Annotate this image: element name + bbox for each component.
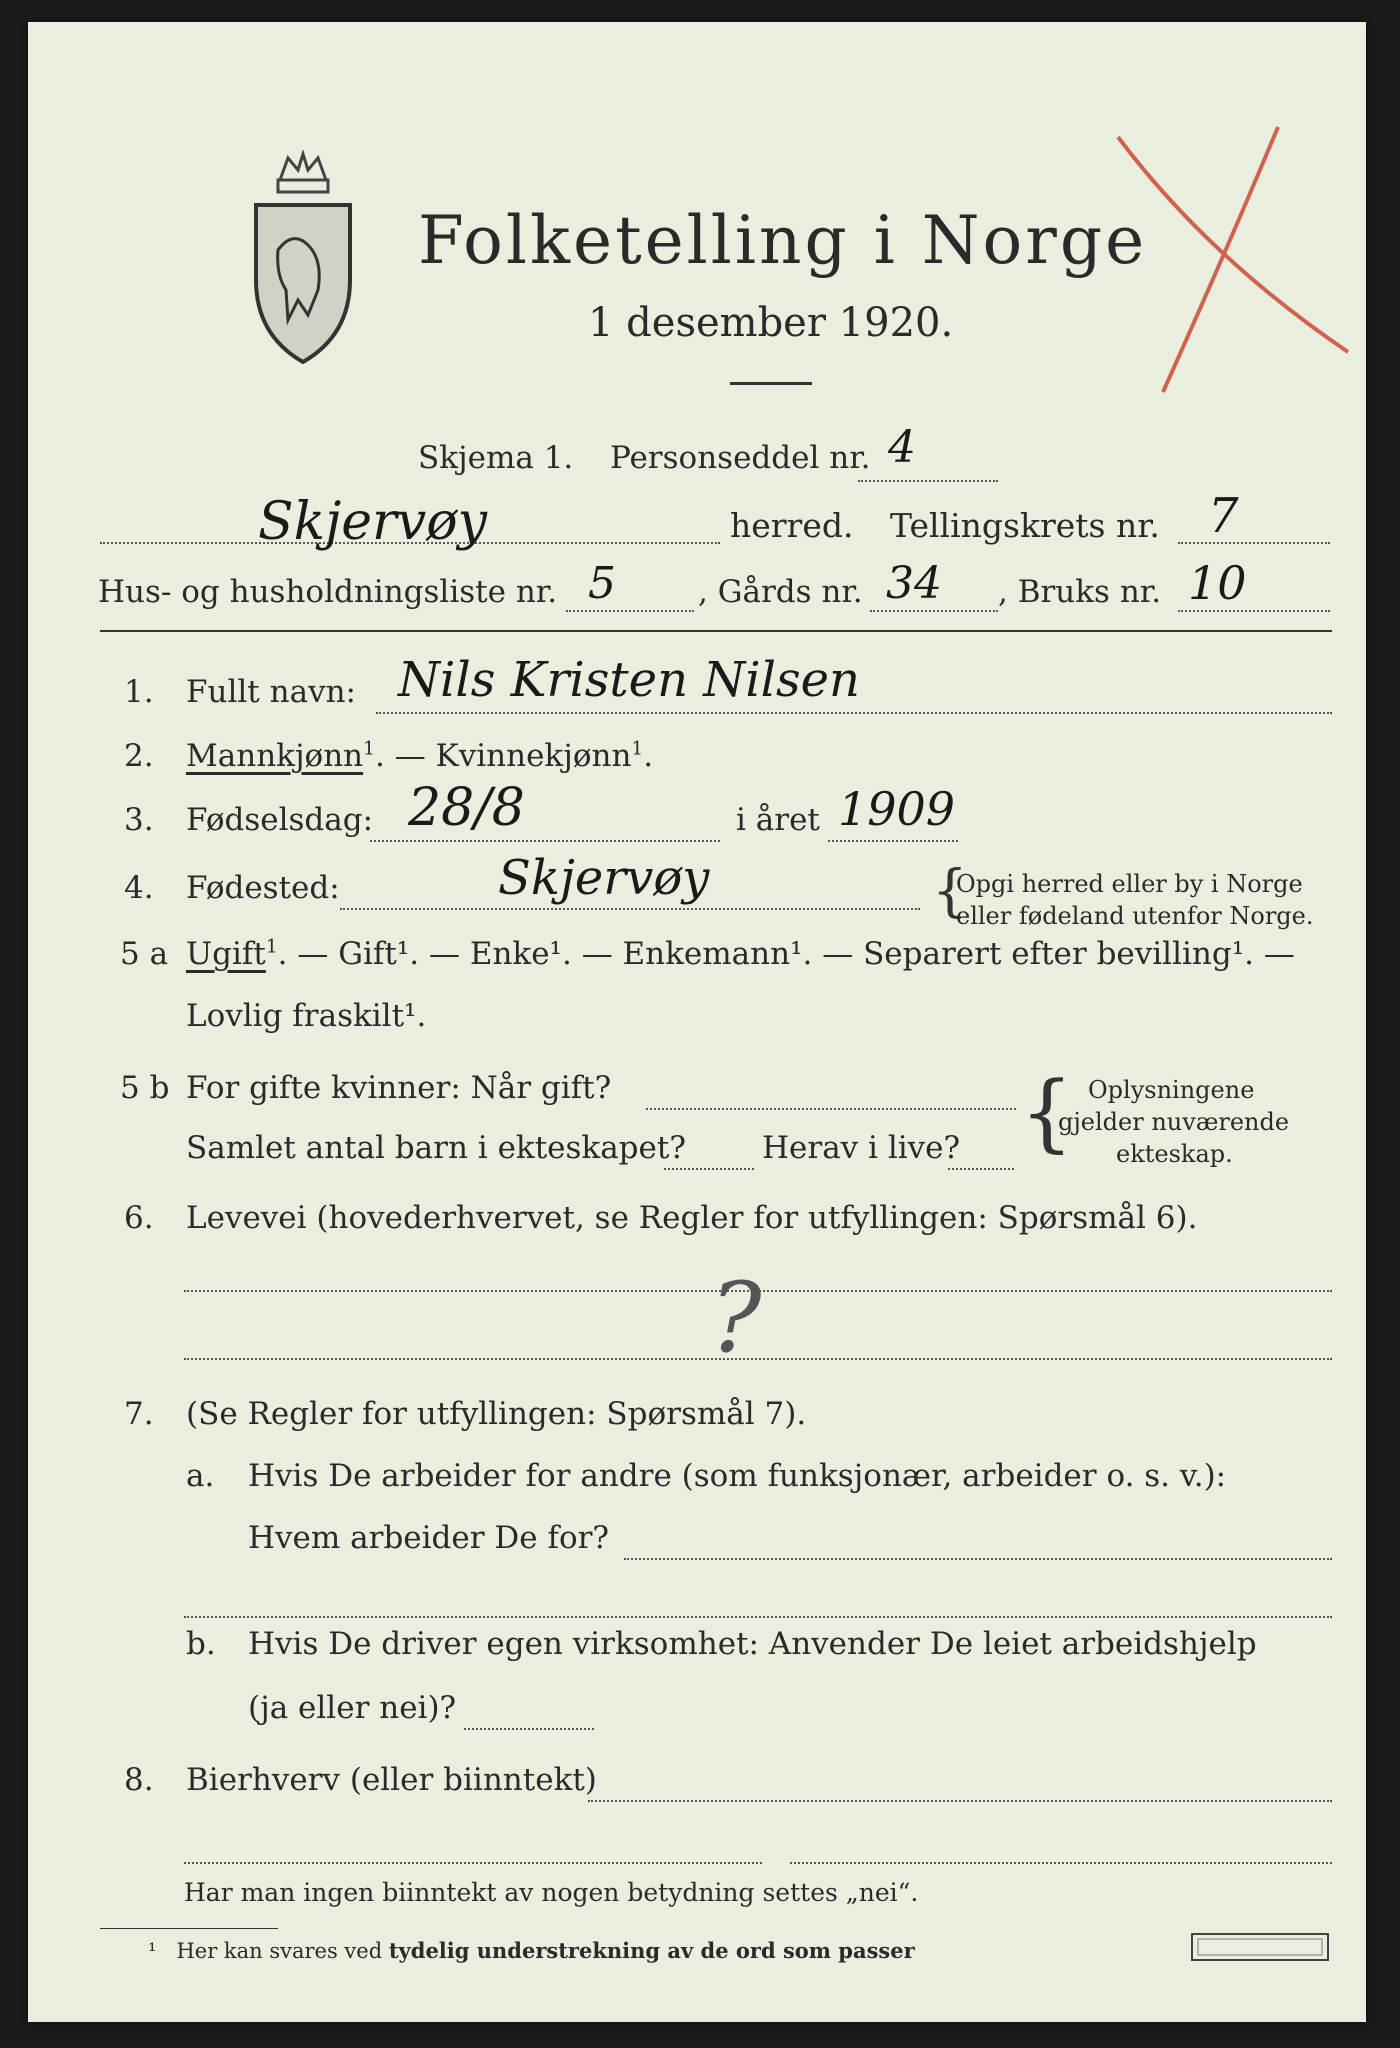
q4-note-line1: Opgi herred eller by i Norge bbox=[956, 870, 1303, 898]
personseddel-label: Personseddel nr. bbox=[610, 440, 871, 476]
q6-number: 6. bbox=[124, 1200, 154, 1236]
q5a-number: 5 a bbox=[120, 936, 169, 972]
q7b-number: b. bbox=[186, 1626, 216, 1662]
q5b-label1: For gifte kvinner: Når gift? bbox=[186, 1070, 612, 1106]
q5b-label2: Samlet antal barn i ekteskapet? bbox=[186, 1130, 686, 1166]
footnote-divider bbox=[100, 1928, 278, 1929]
husliste-label: Hus- og husholdningsliste nr. bbox=[98, 574, 558, 610]
q3-year-value: 1909 bbox=[838, 782, 956, 836]
footnote-text: Her kan svares ved bbox=[176, 1939, 383, 1963]
q8-line2 bbox=[184, 1862, 762, 1864]
q1-value: Nils Kristen Nilsen bbox=[398, 652, 860, 708]
q4-note-line2: eller fødeland utenfor Norge. bbox=[956, 902, 1314, 930]
q8-line3 bbox=[790, 1862, 1332, 1864]
bruks-value: 10 bbox=[1188, 556, 1247, 610]
husliste-value: 5 bbox=[588, 558, 616, 609]
q7a-label1: Hvis De arbeider for andre (som funksjonær, arbeider o. s. v.): bbox=[248, 1458, 1227, 1494]
q8-line1 bbox=[588, 1800, 1332, 1802]
herred-value: Skjervøy bbox=[258, 492, 487, 552]
form-date: 1 desember 1920. bbox=[588, 300, 954, 346]
q1-number: 1. bbox=[124, 674, 154, 710]
form-title: Folketelling i Norge bbox=[418, 202, 1148, 279]
q6-value: ? bbox=[710, 1262, 762, 1374]
q5a-options: Ugift$^1$. — Gift¹. — Enke¹. — Enkemann¹. — Separert efter bevilling¹. — bbox=[186, 936, 1295, 972]
footnote bbox=[148, 1938, 915, 1963]
gards-label: , Gårds nr. bbox=[698, 574, 863, 610]
q5b-gift-line bbox=[646, 1108, 1016, 1110]
q3-year-line bbox=[828, 840, 958, 842]
footnote-mark: ¹ bbox=[148, 1939, 157, 1963]
q8-number: 8. bbox=[124, 1762, 154, 1798]
q5b-note2: gjelder nuværende bbox=[1058, 1108, 1290, 1136]
q2-female-option: . — Kvinnekjønn bbox=[375, 738, 632, 774]
q4-label: Fødested: bbox=[186, 870, 340, 906]
personseddel-line bbox=[858, 480, 998, 482]
title-divider bbox=[730, 382, 812, 385]
q7a-line1 bbox=[624, 1558, 1332, 1560]
q3-label: Fødselsdag: bbox=[186, 802, 374, 838]
q7-number: 7. bbox=[124, 1396, 154, 1432]
q4-value: Skjervøy bbox=[498, 850, 710, 906]
tellingskrets-value: 7 bbox=[1208, 488, 1239, 544]
q8-label: Bierhverv (eller biinntekt) bbox=[186, 1762, 597, 1798]
bruks-line bbox=[1178, 610, 1330, 612]
q7a-line2 bbox=[184, 1616, 1332, 1618]
q1-line bbox=[376, 712, 1332, 714]
gards-line bbox=[870, 610, 998, 612]
husliste-line bbox=[566, 610, 694, 612]
q5b-brace: { bbox=[1020, 1063, 1074, 1161]
q7b-line bbox=[464, 1728, 594, 1730]
q3-year-label: i året bbox=[736, 802, 820, 838]
q7a-number: a. bbox=[186, 1458, 215, 1494]
q2-number: 2. bbox=[124, 738, 154, 774]
herred-label: herred. bbox=[730, 506, 854, 545]
header-divider bbox=[100, 630, 1332, 632]
q5a-line2: Lovlig fraskilt¹. bbox=[186, 998, 427, 1034]
gards-value: 34 bbox=[886, 558, 942, 609]
q7-label: (Se Regler for utfyllingen: Spørsmål 7). bbox=[186, 1396, 807, 1432]
tellingskrets-label: Tellingskrets nr. bbox=[890, 506, 1160, 545]
q2-male-option: Mannkjønn bbox=[186, 738, 364, 774]
q2-options: Mannkjønn$^1$. — Kvinnekjønn$^1$. bbox=[186, 738, 654, 774]
q5a-ugift-option: Ugift bbox=[186, 936, 266, 972]
q5a-other-options: . — Gift¹. — Enke¹. — Enkemann¹. — Separert efter bevilling¹. — bbox=[277, 936, 1295, 972]
q6-label: Levevei (hovederhvervet, se Regler for utfyllingen: Spørsmål 6). bbox=[186, 1200, 1198, 1236]
q7b-label1: Hvis De driver egen virksomhet: Anvender De leiet arbeidshjelp bbox=[248, 1626, 1257, 1662]
census-form-sheet bbox=[28, 22, 1366, 2022]
printer-stamp-icon bbox=[1190, 1932, 1330, 1962]
q4-line bbox=[340, 908, 920, 910]
q5b-barn-line bbox=[664, 1168, 754, 1170]
q5b-label3: Herav i live? bbox=[762, 1130, 961, 1166]
q5b-live-line bbox=[948, 1168, 1014, 1170]
q5b-note3: ekteskap. bbox=[1116, 1140, 1233, 1168]
q8-note: Har man ingen biinntekt av nogen betydning settes „nei“. bbox=[184, 1878, 919, 1907]
q3-number: 3. bbox=[124, 802, 154, 838]
q5b-note1: Oplysningene bbox=[1088, 1076, 1255, 1104]
bruks-label: , Bruks nr. bbox=[998, 574, 1162, 610]
skjema-label: Skjema 1. bbox=[418, 440, 574, 476]
red-x-mark bbox=[1088, 117, 1358, 407]
q4-brace: { bbox=[932, 859, 968, 924]
q7a-label2: Hvem arbeider De for? bbox=[248, 1520, 610, 1556]
footnote-bold-text: tydelig understrekning av de ord som passer bbox=[388, 1938, 915, 1963]
personseddel-value: 4 bbox=[888, 422, 916, 473]
q3-value: 28/8 bbox=[408, 778, 525, 838]
coat-of-arms-icon bbox=[248, 150, 358, 370]
tellingskrets-line bbox=[1178, 542, 1330, 544]
q5b-number: 5 b bbox=[120, 1070, 170, 1106]
q7b-label2: (ja eller nei)? bbox=[248, 1690, 457, 1726]
q1-label: Fullt navn: bbox=[186, 674, 356, 710]
q3-line bbox=[370, 840, 720, 842]
q4-number: 4. bbox=[124, 870, 154, 906]
